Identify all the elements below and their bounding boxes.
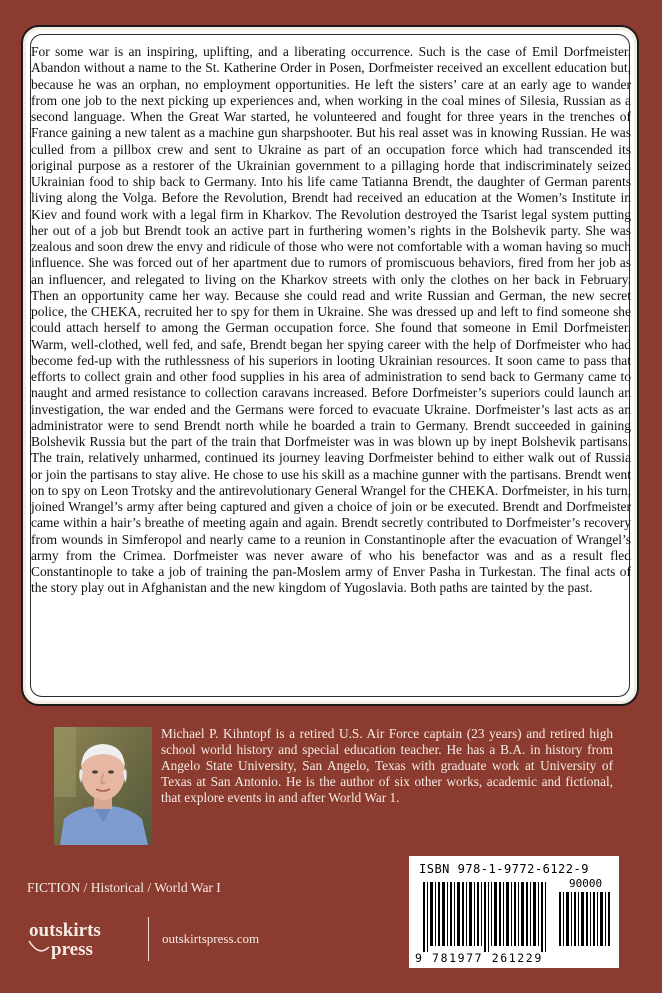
book-category: FICTION / Historical / World War I	[27, 880, 221, 895]
isbn-barcode	[409, 856, 619, 968]
author-bio: Michael P. Kihntopf is a retired U.S. Air Force captain (23 years) and retired high school world history and special education teacher. He has a B.A. in history from Angelo State University, San Angelo, Texas with graduate work at University of Texas at San Antonio. He is the author of six other works, academic and fictional, that explore events in and after World War 1.	[161, 726, 613, 805]
svg-text:press: press	[51, 939, 93, 960]
book-description: For some war is an inspiring, uplifting, and a liberating occurrence. Such is the case of Emil Dorfmeister. Abandon without a name to the St. Katherine Order in Posen, Dorfmeister received an excellent education but, because he was an orphan, no employment opportunities. He left the sisters’ care at an early age to wander from one job to the next picking up experiences and, when working in the coal mines of Silesia, Russian as a second language. When the Great War started, he volunteered and fought for three years in the trenches of France gaining a new talent as a machine gun sharpshooter. But his real asset was in knowing Russian. He was culled from a pillbox crew and sent to Ukraine as part of an occupation force which had transcended its original purpose as a restorer of the Ukrainian government to a pillaging horde that indiscriminately seized Ukrainian food to ship back to Germany. Into his life came Tatianna Brendt, the daughter of German parents living along the Volga. Before the Revolution, Brendt had received an education at the Women’s Institute in Kiev and found work with a legal firm in Kharkov. The Revolution destroyed the Tsarist legal system putting her out of a job but Brendt took an active part in furthering women’s rights in the Bolshevik party. She was zealous and soon drew the envy and ridicule of those who were not comfortable with a woman having so much influence. She was forced out of her apartment due to rumors of promiscuous behaviors, fired from her job as an influencer, and relegated to living on the Kharkov streets with only the clothes on her back in February. Then an opportunity came her way. Because she could read and write Russian and German, the new secret police, the CHEKA, recruited her to spy for them in Ukraine. She was dressed up and left to find someone she could attach herself to among the German occupation force. She found that someone in Emil Dorfmeister. Warm, well-clothed, well fed, and safe, Brendt began her spying career with the help of Dorfmeister who had become fed-up with the ruthlessness of his superiors in looting Ukrainian resources. It soon came to pass that efforts to collect grain and other food supplies in his area of administration to send back to Germany came to naught and armed resistance to collection caravans increased. Before Dorfmeister’s superiors could launch an investigation, the war ended and the Germans were forced to evacuate Ukraine. Dorfmeister’s last acts as an administrator were to send Brendt north while he boarded a train to Germany. Brendt succeeded in gaining Bolshevik Russia but the part of the train that Dorfmeister was in was blown up by inept Bolshevik partisans. The train, relatively unharmed, continued its journey leaving Dorfmeister behind to either walk out of Russia or join the partisans to stay alive. He chose to use his skill as a machine gunner with the partisans. Brendt went on to spy on Leon Trotsky and the antirevolutionary General Wrangel for the CHEKA. Dorfmeister, in his turn, joined Wrangel’s army after being captured and given a choice of join or be executed. Brendt and Dorfmeister came within a hair’s breathe of meeting again and again. Brendt secretly contributed to Dorfmeister’s recovery from wounds in Simferopol and nearly came to a reunion in Constantinople after the evacuation of Wrangel’s army from the Crimea. Dorfmeister was never aware of who his benefactor was and as a result fled Constantinople to take a job of training the pan-Moslem army of Enver Pasha in Turkestan. The final acts of the story play out in Afghanistan and the new kingdom of Yugoslavia. Both paths are tainted by the past.	[31, 44, 631, 596]
publisher-divider	[148, 917, 149, 961]
author-photo	[54, 727, 152, 845]
publisher-website: outskirtspress.com	[162, 931, 260, 946]
price-code: 90000	[569, 877, 603, 890]
svg-text:outskirts: outskirts	[29, 920, 101, 941]
outskirts-press-logo-icon	[27, 917, 137, 961]
barcode-digits: 9 781977 261229	[415, 951, 543, 965]
isbn-label: ISBN 978-1-9772-6122-9	[419, 862, 589, 876]
publisher-logo	[27, 917, 137, 961]
author-portrait-image	[54, 727, 152, 845]
